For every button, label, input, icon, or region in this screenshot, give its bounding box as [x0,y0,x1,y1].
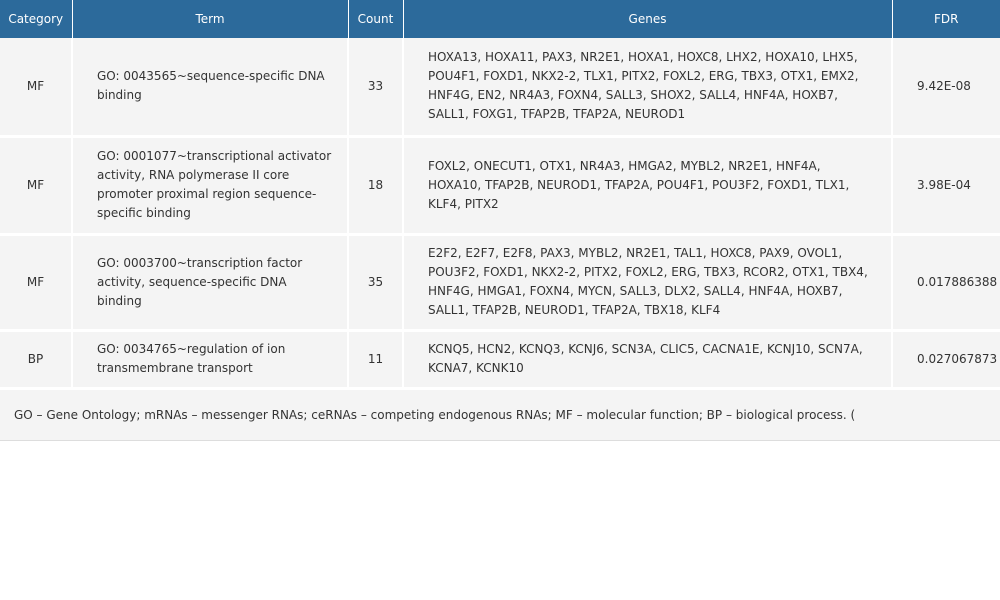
cell-category: MF [0,136,72,234]
header-count: Count [348,0,403,38]
cell-fdr: 0.017886388 [892,234,1000,330]
header-category: Category [0,0,72,38]
header-genes: Genes [403,0,892,38]
cell-category: MF [0,234,72,330]
cell-genes: FOXL2, ONECUT1, OTX1, NR4A3, HMGA2, MYBL2, NR2E1, HNF4A, HOXA10, TFAP2B, NEUROD1, TFAP2A, POU4F1, POU3F2, FOXD1, TLX1, KLF4, PITX2 [403,136,892,234]
cell-term: GO: 0003700~transcription factor activity, sequence-specific DNA binding [72,234,348,330]
cell-count: 33 [348,38,403,136]
table-row [0,234,1000,330]
header-term: Term [72,0,348,38]
cell-term: GO: 0043565~sequence-specific DNA binding [72,38,348,136]
table-row [0,38,1000,136]
header-row [0,0,1000,38]
table-row [0,330,1000,388]
cell-term: GO: 0034765~regulation of ion transmembrane transport [72,330,348,388]
cell-count: 11 [348,330,403,388]
table-body [0,38,1000,388]
cell-genes: E2F2, E2F7, E2F8, PAX3, MYBL2, NR2E1, TAL1, HOXC8, PAX9, OVOL1, POU3F2, FOXD1, NKX2-2, PITX2, FOXL2, ERG, TBX3, RCOR2, OTX1, TBX4, HNF4G, HMGA1, FOXN4, MYCN, SALL3, DLX2, SALL4, HNF4A, HOXB7, SALL1, TFAP2B, NEUROD1, TFAP2A, TBX18, KLF4 [403,234,892,330]
table-row [0,136,1000,234]
cell-fdr: 9.42E-08 [892,38,1000,136]
table-header [0,0,1000,38]
cell-count: 35 [348,234,403,330]
header-fdr: FDR [892,0,1000,38]
cell-fdr: 0.027067873 [892,330,1000,388]
cell-genes: HOXA13, HOXA11, PAX3, NR2E1, HOXA1, HOXC8, LHX2, HOXA10, LHX5, POU4F1, FOXD1, NKX2-2, TLX1, PITX2, FOXL2, ERG, TBX3, OTX1, EMX2, HNF4G, EN2, NR4A3, FOXN4, SALL3, SHOX2, SALL4, HNF4A, HOXB7, SALL1, FOXG1, TFAP2B, TFAP2A, NEUROD1 [403,38,892,136]
cell-fdr: 3.98E-04 [892,136,1000,234]
cell-genes: KCNQ5, HCN2, KCNQ3, KCNJ6, SCN3A, CLIC5, CACNA1E, KCNJ10, SCN7A, KCNA7, KCNK10 [403,330,892,388]
cell-term: GO: 0001077~transcriptional activator activity, RNA polymerase II core promoter proximal region sequence-specific binding [72,136,348,234]
cell-category: BP [0,330,72,388]
cell-category: MF [0,38,72,136]
table-footnote: GO – Gene Ontology; mRNAs – messenger RNAs; ceRNAs – competing endogenous RNAs; MF – molecular function; BP – biological process. ( [0,390,1000,441]
cell-count: 18 [348,136,403,234]
